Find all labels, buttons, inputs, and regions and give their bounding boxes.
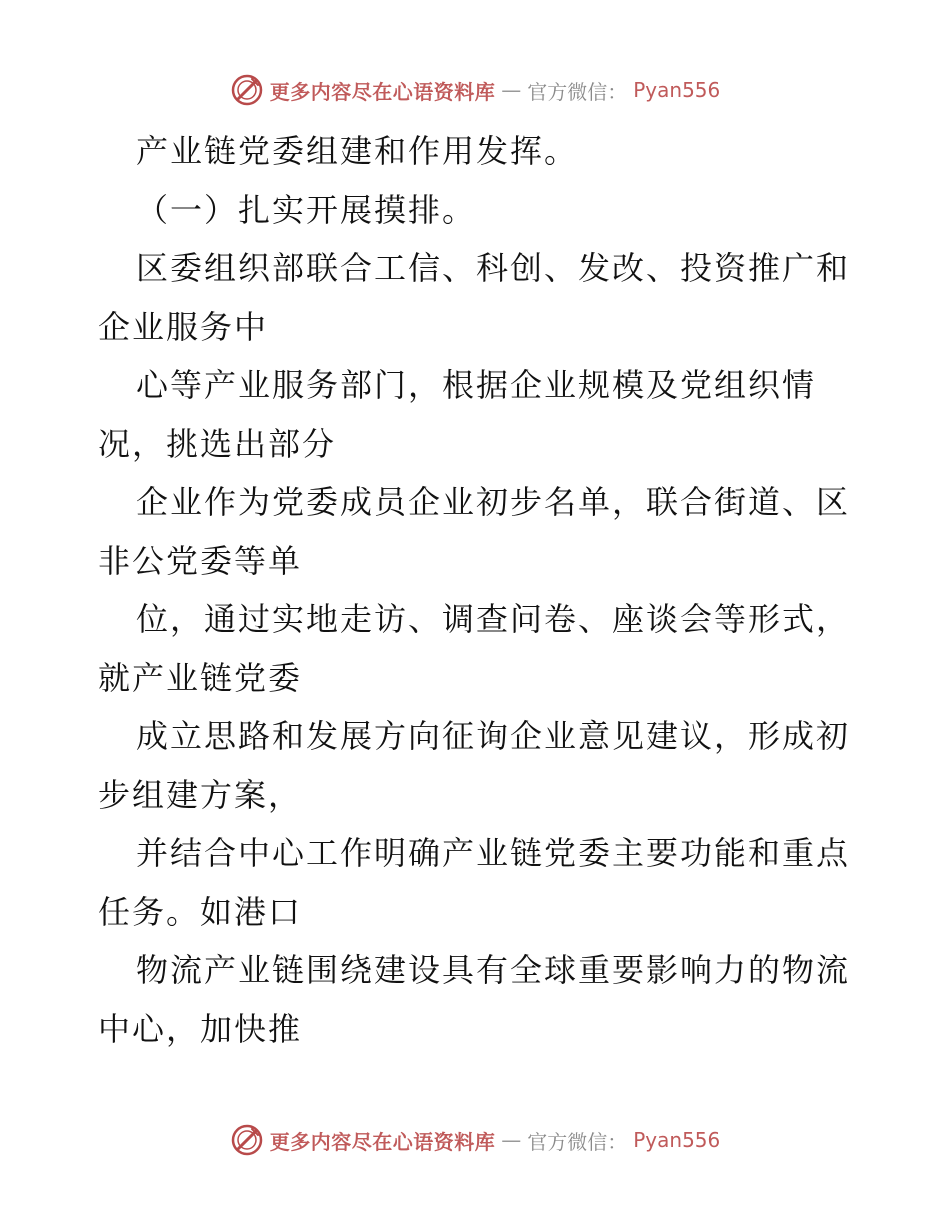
watermark-text: 更多内容尽在心语资料库 (269, 79, 496, 104)
header-watermark (0, 70, 950, 110)
watermark-dash: — (501, 1128, 522, 1152)
body-line: 物流产业链围绕建设具有全球重要影响力的物流 (136, 951, 851, 989)
section-heading: （一）扎实开展摸排。 (136, 190, 477, 229)
body-line: 就产业链党委 (98, 658, 303, 697)
body-line: 况，挑选出部分 (98, 424, 337, 463)
body-line: 区委组织部联合工信、科创、发改、投资推广和 (136, 249, 851, 287)
watermark-wechat-label: 官方微信： (527, 1129, 628, 1154)
body-line: 位，通过实地走访、调查问卷、座谈会等形式， (136, 600, 851, 638)
body-line: 并结合中心工作明确产业链党委主要功能和重点 (136, 834, 851, 872)
body-line: 企业作为党委成员企业初步名单，联合街道、区 (136, 483, 851, 521)
seal-logo-icon (230, 1123, 264, 1157)
watermark-dash: — (501, 78, 522, 102)
watermark-wechat-label: 官方微信： (527, 79, 628, 104)
watermark-wechat-id: Pyan556 (633, 1128, 721, 1152)
body-line: 成立思路和发展方向征询企业意见建议，形成初 (136, 717, 851, 755)
watermark-text: 更多内容尽在心语资料库 (269, 1129, 496, 1154)
body-line: 产业链党委组建和作用发挥。 (136, 132, 579, 170)
body-line: 非公党委等单 (98, 541, 303, 580)
watermark-wechat-id: Pyan556 (633, 78, 721, 102)
body-line: 企业服务中 (98, 307, 269, 346)
body-line: 中心，加快推 (98, 1009, 303, 1048)
body-line: 心等产业服务部门，根据企业规模及党组织情 (136, 366, 817, 404)
footer-watermark (0, 1120, 950, 1160)
body-line: 任务。如港口 (98, 892, 303, 931)
seal-logo-icon (230, 73, 264, 107)
document-body (98, 122, 858, 1058)
body-line: 步组建方案， (98, 775, 303, 814)
